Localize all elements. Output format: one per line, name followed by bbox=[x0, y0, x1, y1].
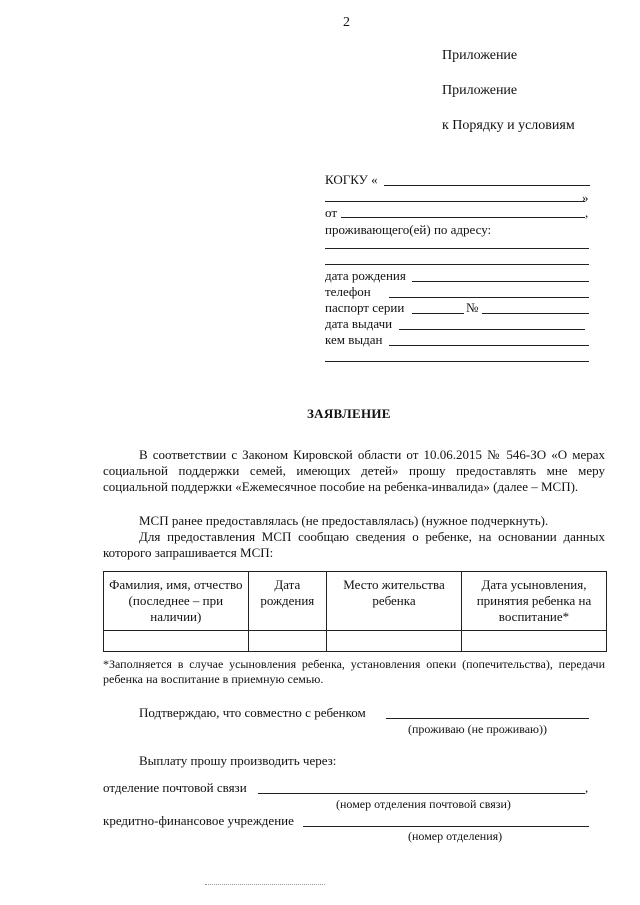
kogku-label: КОГКУ « bbox=[325, 172, 378, 187]
cell-birth-date[interactable] bbox=[248, 631, 326, 652]
birth-date-field[interactable] bbox=[412, 281, 589, 282]
child-info-table bbox=[103, 571, 607, 652]
table-row bbox=[104, 631, 607, 652]
col-header-residence: Место жительства ребенка bbox=[327, 572, 462, 631]
phone-field[interactable] bbox=[389, 297, 589, 298]
post-office-hint: (номер отделения почтовой связи) bbox=[336, 797, 511, 811]
body-paragraph-2: МСП ранее предоставлялась (не предоставлялась) (нужное подчеркнуть). bbox=[139, 513, 549, 528]
col-header-birth-date: Дата рождения bbox=[248, 572, 326, 631]
cell-adoption-date[interactable] bbox=[461, 631, 606, 652]
kogku-close: » bbox=[582, 190, 589, 205]
kogku-field-2[interactable] bbox=[325, 201, 585, 202]
bank-label: кредитно-финансовое учреждение bbox=[103, 813, 294, 828]
bank-field[interactable] bbox=[303, 826, 589, 827]
address-field-2[interactable] bbox=[325, 264, 589, 265]
bank-hint: (номер отделения) bbox=[408, 829, 503, 843]
col-header-adoption-date: Дата усыновления, принятия ребенка на воспитание* bbox=[461, 572, 606, 631]
issued-by-label: кем выдан bbox=[325, 332, 383, 347]
confirm-hint: (проживаю (не проживаю)) bbox=[408, 722, 548, 736]
document-title: ЗАЯВЛЕНИЕ bbox=[307, 406, 391, 421]
passport-number-field[interactable] bbox=[482, 313, 589, 314]
kogku-field[interactable] bbox=[384, 185, 590, 186]
body-paragraph-1: В соответствии с Законом Кировской области от 10.06.2015 № 546-ЗО «О мерах социальной поддержки семей, имеющих детей» прошу предоставлять мне меру социальной поддержки «Ежемесячное пособие на ребенка-инвалида» (далее – МСП). bbox=[103, 447, 605, 494]
post-office-label: отделение почтовой связи bbox=[103, 780, 247, 795]
passport-number-label: № bbox=[466, 300, 479, 315]
header-appendix-1: Приложение bbox=[442, 48, 518, 63]
scan-artifact-line bbox=[205, 884, 325, 885]
issued-by-field[interactable] bbox=[389, 345, 589, 346]
col-header-full-name: Фамилия, имя, отчество (последнее – при наличии) bbox=[104, 572, 249, 631]
address-field-1[interactable] bbox=[325, 248, 589, 249]
cell-residence[interactable] bbox=[327, 631, 462, 652]
payment-label: Выплату прошу производить через: bbox=[139, 753, 337, 768]
residing-label: проживающего(ей) по адресу: bbox=[325, 222, 492, 237]
phone-label: телефон bbox=[325, 284, 371, 299]
header-appendix-2: Приложение bbox=[442, 83, 518, 98]
footnote: *Заполняется в случае усыновления ребенка, установления опеки (попечительства), передачи ребенка на воспитание в приемную семью. bbox=[103, 657, 605, 686]
from-comma: , bbox=[585, 205, 589, 220]
body-paragraph-3: Для предоставления МСП сообщаю сведения о ребенке, на основании данных которого запрашивается МСП: bbox=[103, 529, 605, 560]
from-label: от bbox=[325, 205, 338, 220]
from-field[interactable] bbox=[341, 217, 585, 218]
page-number: 2 bbox=[343, 15, 350, 30]
confirm-label: Подтверждаю, что совместно с ребенком bbox=[139, 705, 366, 720]
post-office-comma: , bbox=[585, 780, 589, 795]
passport-series-field[interactable] bbox=[412, 313, 464, 314]
issue-date-label: дата выдачи bbox=[325, 316, 393, 331]
header-appendix-3: к Порядку и условиям bbox=[442, 118, 575, 133]
passport-series-label: паспорт серии bbox=[325, 300, 405, 315]
confirm-field[interactable] bbox=[386, 718, 589, 719]
post-office-field[interactable] bbox=[258, 793, 585, 794]
issued-by-field-2[interactable] bbox=[325, 361, 589, 362]
birth-date-label: дата рождения bbox=[325, 268, 406, 283]
issue-date-field[interactable] bbox=[399, 329, 585, 330]
cell-full-name[interactable] bbox=[104, 631, 249, 652]
